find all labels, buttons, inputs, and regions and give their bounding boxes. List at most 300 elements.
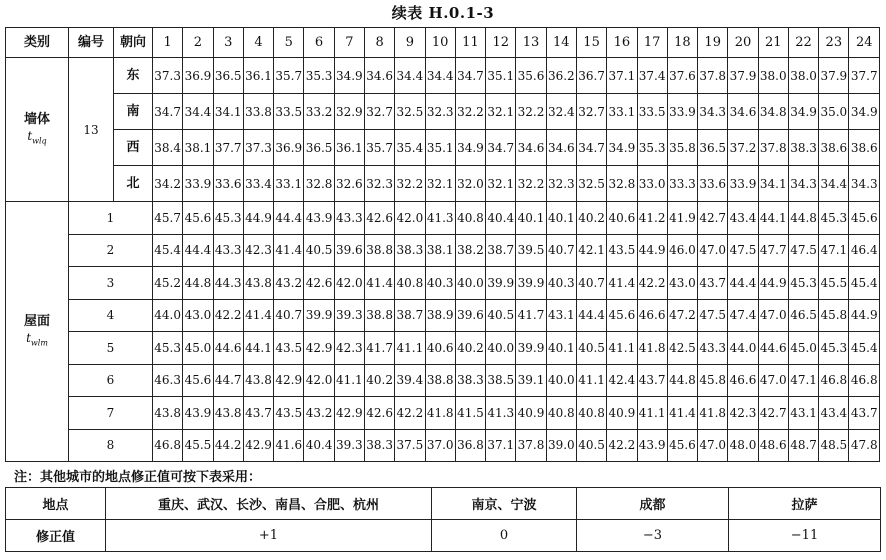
value-cell: 42.2	[213, 299, 243, 332]
value-cell: 38.3	[364, 429, 394, 462]
orientation-cell: 西	[114, 130, 153, 166]
value-cell: 47.1	[819, 234, 849, 267]
value-cell: 47.0	[758, 364, 788, 397]
hour-header: 13	[516, 28, 546, 58]
value-cell: 41.8	[425, 397, 455, 430]
value-cell: 33.2	[304, 94, 334, 130]
value-cell: 34.4	[395, 58, 425, 94]
value-cell: 38.5	[486, 364, 516, 397]
value-cell: 33.9	[667, 94, 697, 130]
value-cell: 35.6	[516, 58, 546, 94]
hour-header: 18	[667, 28, 697, 58]
hour-header: 24	[849, 28, 880, 58]
value-cell: 43.8	[153, 397, 183, 430]
value-cell: 32.3	[364, 166, 394, 202]
value-cell: 45.8	[819, 299, 849, 332]
correction-value-1: +1	[106, 520, 432, 552]
value-cell: 36.5	[304, 130, 334, 166]
value-cell: 33.9	[183, 166, 213, 202]
value-cell: 43.4	[728, 202, 758, 235]
value-cell: 37.7	[849, 58, 880, 94]
value-cell: 42.3	[334, 332, 364, 365]
value-cell: 41.8	[698, 397, 728, 430]
value-cell: 44.4	[576, 299, 606, 332]
hour-header: 10	[425, 28, 455, 58]
orientation-cell: 东	[114, 58, 153, 94]
value-cell: 37.7	[213, 130, 243, 166]
value-cell: 43.5	[607, 234, 637, 267]
value-cell: 45.8	[698, 364, 728, 397]
value-cell: 37.1	[607, 58, 637, 94]
value-cell: 45.6	[667, 429, 697, 462]
value-cell: 42.6	[304, 267, 334, 300]
value-cell: 42.4	[607, 364, 637, 397]
value-cell: 47.5	[788, 234, 818, 267]
value-cell: 39.9	[516, 267, 546, 300]
value-cell: 32.3	[425, 94, 455, 130]
value-cell: 45.4	[849, 267, 880, 300]
value-cell: 41.4	[243, 299, 273, 332]
note-text: 注：其他城市的地点修正值可按下表采用：	[14, 470, 262, 485]
value-cell: 38.8	[364, 234, 394, 267]
value-cell: 39.6	[455, 299, 485, 332]
value-cell: 43.5	[274, 397, 304, 430]
roof-number-cell: 6	[69, 364, 153, 397]
correction-value-3: −3	[577, 520, 729, 552]
value-cell: 32.7	[576, 94, 606, 130]
value-cell: 38.6	[849, 130, 880, 166]
value-cell: 43.7	[698, 267, 728, 300]
value-cell: 42.7	[698, 202, 728, 235]
value-cell: 44.2	[213, 429, 243, 462]
value-cell: 38.0	[758, 58, 788, 94]
value-cell: 40.0	[455, 267, 485, 300]
value-cell: 40.6	[607, 202, 637, 235]
value-cell: 35.4	[395, 130, 425, 166]
hour-header: 15	[576, 28, 606, 58]
value-cell: 32.2	[395, 166, 425, 202]
value-cell: 37.4	[637, 58, 667, 94]
value-cell: 42.9	[304, 332, 334, 365]
value-cell: 44.8	[788, 202, 818, 235]
value-cell: 33.6	[213, 166, 243, 202]
cities-group-1: 重庆、武汉、长沙、南昌、合肥、杭州	[106, 488, 432, 520]
value-cell: 46.6	[728, 364, 758, 397]
value-cell: 41.4	[607, 267, 637, 300]
value-cell: 43.7	[243, 397, 273, 430]
value-cell: 42.9	[243, 429, 273, 462]
value-cell: 35.3	[637, 130, 667, 166]
value-cell: 44.4	[274, 202, 304, 235]
roof-row	[6, 364, 880, 397]
value-cell: 44.3	[213, 267, 243, 300]
wall-category-label: 墙体	[23, 112, 50, 128]
value-cell: 43.7	[849, 397, 880, 430]
value-cell: 33.4	[243, 166, 273, 202]
hour-header: 6	[304, 28, 334, 58]
value-cell: 34.6	[728, 94, 758, 130]
value-cell: 40.1	[516, 202, 546, 235]
value-cell: 33.0	[637, 166, 667, 202]
roof-symbol-letter: t	[26, 331, 31, 346]
value-cell: 32.8	[607, 166, 637, 202]
value-cell: 34.6	[546, 130, 576, 166]
value-cell: 45.2	[153, 267, 183, 300]
value-cell: 39.5	[516, 234, 546, 267]
value-cell: 34.8	[758, 94, 788, 130]
value-cell: 45.5	[183, 429, 213, 462]
value-cell: 36.9	[274, 130, 304, 166]
roof-number-cell: 3	[69, 267, 153, 300]
wall-row	[6, 94, 880, 130]
value-cell: 32.3	[546, 166, 576, 202]
value-cell: 41.3	[425, 202, 455, 235]
value-cell: 45.4	[849, 332, 880, 365]
value-cell: 37.1	[486, 429, 516, 462]
value-cell: 44.9	[243, 202, 273, 235]
value-cell: 33.5	[274, 94, 304, 130]
value-cell: 46.8	[849, 364, 880, 397]
value-cell: 37.6	[667, 58, 697, 94]
header-category: 类别	[6, 28, 69, 58]
value-cell: 45.3	[819, 202, 849, 235]
value-cell: 40.4	[486, 202, 516, 235]
value-cell: 44.1	[758, 202, 788, 235]
value-cell: 35.3	[304, 58, 334, 94]
value-cell: 39.3	[334, 429, 364, 462]
value-cell: 46.5	[788, 299, 818, 332]
value-cell: 40.5	[486, 299, 516, 332]
hour-header: 3	[213, 28, 243, 58]
value-cell: 35.8	[667, 130, 697, 166]
roof-number-cell: 5	[69, 332, 153, 365]
value-cell: 35.0	[819, 94, 849, 130]
value-cell: 37.3	[153, 58, 183, 94]
value-cell: 38.3	[455, 364, 485, 397]
roof-number-cell: 4	[69, 299, 153, 332]
value-cell: 46.8	[819, 364, 849, 397]
value-cell: 40.6	[425, 332, 455, 365]
value-cell: 33.1	[607, 94, 637, 130]
roof-row	[6, 299, 880, 332]
wall-symbol-subscript: wlq	[32, 136, 47, 146]
value-cell: 42.3	[243, 234, 273, 267]
value-cell: 40.7	[546, 234, 576, 267]
value-cell: 39.3	[334, 299, 364, 332]
value-cell: 41.4	[274, 234, 304, 267]
value-cell: 32.5	[395, 94, 425, 130]
value-cell: 40.0	[486, 332, 516, 365]
correction-value-4: −11	[729, 520, 881, 552]
value-cell: 39.0	[546, 429, 576, 462]
value-cell: 43.3	[698, 332, 728, 365]
hour-header: 14	[546, 28, 576, 58]
value-cell: 44.9	[849, 299, 880, 332]
correction-value-2: 0	[432, 520, 577, 552]
hour-header: 4	[243, 28, 273, 58]
value-cell: 44.0	[153, 299, 183, 332]
value-cell: 37.3	[243, 130, 273, 166]
value-cell: 40.7	[274, 299, 304, 332]
header-row	[6, 28, 880, 58]
value-cell: 42.7	[758, 397, 788, 430]
roof-symbol-subscript: wlm	[30, 338, 48, 348]
value-cell: 33.9	[728, 166, 758, 202]
wall-symbol-letter: t	[27, 129, 33, 144]
value-cell: 34.3	[849, 166, 880, 202]
cities-group-3: 成都	[577, 488, 729, 520]
hour-header: 19	[698, 28, 728, 58]
value-cell: 43.9	[637, 429, 667, 462]
value-cell: 47.0	[758, 299, 788, 332]
value-cell: 47.0	[698, 429, 728, 462]
value-cell: 34.2	[153, 166, 183, 202]
wall-row	[6, 130, 880, 166]
value-cell: 37.2	[728, 130, 758, 166]
value-cell: 32.1	[486, 94, 516, 130]
value-cell: 40.8	[576, 397, 606, 430]
roof-row	[6, 332, 880, 365]
value-cell: 34.9	[849, 94, 880, 130]
cities-group-2: 南京、宁波	[432, 488, 577, 520]
value-cell: 39.9	[516, 332, 546, 365]
value-cell: 46.0	[667, 234, 697, 267]
value-cell: 45.0	[788, 332, 818, 365]
value-cell: 41.9	[667, 202, 697, 235]
wall-symbol	[6, 130, 68, 145]
value-cell: 41.7	[516, 299, 546, 332]
value-cell: 42.1	[576, 234, 606, 267]
value-cell: 40.5	[576, 332, 606, 365]
value-cell: 47.1	[788, 364, 818, 397]
value-cell: 46.8	[153, 429, 183, 462]
value-cell: 38.8	[364, 299, 394, 332]
value-cell: 43.9	[304, 202, 334, 235]
value-cell: 46.3	[153, 364, 183, 397]
value-cell: 32.4	[546, 94, 576, 130]
correction-value-row	[6, 520, 881, 552]
value-cell: 40.5	[304, 234, 334, 267]
value-label: 修正值	[6, 520, 106, 552]
value-cell: 33.5	[637, 94, 667, 130]
value-cell: 41.1	[637, 397, 667, 430]
value-cell: 34.4	[183, 94, 213, 130]
hour-header: 21	[758, 28, 788, 58]
value-cell: 47.8	[849, 429, 880, 462]
value-cell: 33.3	[667, 166, 697, 202]
value-cell: 43.0	[183, 299, 213, 332]
roof-row	[6, 234, 880, 267]
value-cell: 37.5	[395, 429, 425, 462]
header-number: 编号	[69, 28, 114, 58]
value-cell: 41.7	[364, 332, 394, 365]
value-cell: 40.2	[364, 364, 394, 397]
value-cell: 40.8	[395, 267, 425, 300]
value-cell: 47.5	[728, 234, 758, 267]
value-cell: 43.8	[243, 364, 273, 397]
orientation-cell: 北	[114, 166, 153, 202]
value-cell: 44.9	[758, 267, 788, 300]
value-cell: 34.4	[819, 166, 849, 202]
value-cell: 45.5	[819, 267, 849, 300]
hour-header: 2	[183, 28, 213, 58]
value-cell: 32.2	[516, 94, 546, 130]
value-cell: 47.4	[728, 299, 758, 332]
value-cell: 35.7	[364, 130, 394, 166]
value-cell: 47.7	[758, 234, 788, 267]
value-cell: 42.2	[637, 267, 667, 300]
value-cell: 41.8	[637, 332, 667, 365]
value-cell: 32.2	[455, 94, 485, 130]
value-cell: 45.4	[153, 234, 183, 267]
value-cell: 34.4	[425, 58, 455, 94]
value-cell: 35.7	[274, 58, 304, 94]
value-cell: 34.3	[698, 94, 728, 130]
value-cell: 40.3	[546, 267, 576, 300]
value-cell: 35.1	[425, 130, 455, 166]
value-cell: 44.7	[213, 364, 243, 397]
value-cell: 36.5	[213, 58, 243, 94]
wall-category-cell	[6, 58, 69, 202]
value-cell: 42.3	[728, 397, 758, 430]
value-cell: 42.6	[364, 202, 394, 235]
roof-number-cell: 8	[69, 429, 153, 462]
value-cell: 43.8	[213, 397, 243, 430]
value-cell: 38.7	[486, 234, 516, 267]
value-cell: 46.6	[637, 299, 667, 332]
value-cell: 44.8	[183, 267, 213, 300]
wall-row	[6, 58, 880, 94]
value-cell: 32.2	[516, 166, 546, 202]
wall-row	[6, 166, 880, 202]
value-cell: 43.1	[546, 299, 576, 332]
roof-number-cell: 2	[69, 234, 153, 267]
value-cell: 38.3	[395, 234, 425, 267]
value-cell: 45.7	[153, 202, 183, 235]
value-cell: 45.6	[849, 202, 880, 235]
value-cell: 47.5	[698, 299, 728, 332]
value-cell: 34.9	[455, 130, 485, 166]
hour-header: 1	[153, 28, 183, 58]
value-cell: 40.8	[455, 202, 485, 235]
value-cell: 43.9	[183, 397, 213, 430]
value-cell: 34.7	[153, 94, 183, 130]
roof-row	[6, 397, 880, 430]
value-cell: 32.6	[334, 166, 364, 202]
value-cell: 32.0	[455, 166, 485, 202]
value-cell: 42.6	[364, 397, 394, 430]
value-cell: 43.0	[667, 267, 697, 300]
hour-header: 11	[455, 28, 485, 58]
value-cell: 42.0	[395, 202, 425, 235]
value-cell: 34.9	[788, 94, 818, 130]
value-cell: 41.6	[274, 429, 304, 462]
value-cell: 37.0	[425, 429, 455, 462]
value-cell: 40.9	[607, 397, 637, 430]
roof-symbol	[6, 332, 68, 347]
value-cell: 41.4	[667, 397, 697, 430]
value-cell: 38.1	[183, 130, 213, 166]
value-cell: 39.9	[486, 267, 516, 300]
value-cell: 38.2	[455, 234, 485, 267]
value-cell: 32.5	[576, 166, 606, 202]
value-cell: 45.6	[607, 299, 637, 332]
value-cell: 34.7	[576, 130, 606, 166]
value-cell: 45.0	[183, 332, 213, 365]
value-cell: 36.8	[455, 429, 485, 462]
value-cell: 32.9	[334, 94, 364, 130]
hour-header: 9	[395, 28, 425, 58]
value-cell: 44.6	[213, 332, 243, 365]
value-cell: 44.6	[758, 332, 788, 365]
hour-header: 22	[788, 28, 818, 58]
value-cell: 39.4	[395, 364, 425, 397]
value-cell: 42.9	[334, 397, 364, 430]
value-cell: 33.6	[698, 166, 728, 202]
value-cell: 42.9	[274, 364, 304, 397]
value-cell: 41.1	[334, 364, 364, 397]
value-cell: 41.5	[455, 397, 485, 430]
value-cell: 40.0	[546, 364, 576, 397]
value-cell: 42.2	[395, 397, 425, 430]
value-cell: 48.5	[819, 429, 849, 462]
value-cell: 42.2	[607, 429, 637, 462]
value-cell: 37.8	[516, 429, 546, 462]
value-cell: 37.9	[819, 58, 849, 94]
value-cell: 43.7	[637, 364, 667, 397]
value-cell: 41.2	[637, 202, 667, 235]
hour-header: 12	[486, 28, 516, 58]
value-cell: 40.1	[546, 202, 576, 235]
value-cell: 37.8	[698, 58, 728, 94]
value-cell: 34.7	[455, 58, 485, 94]
orientation-cell: 南	[114, 94, 153, 130]
value-cell: 41.1	[607, 332, 637, 365]
value-cell: 44.4	[183, 234, 213, 267]
roof-row	[6, 202, 880, 235]
value-cell: 34.6	[364, 58, 394, 94]
roof-category-label: 屋面	[23, 314, 50, 330]
value-cell: 40.3	[425, 267, 455, 300]
value-cell: 42.0	[304, 364, 334, 397]
hour-header: 8	[364, 28, 394, 58]
cities-group-4: 拉萨	[729, 488, 881, 520]
value-cell: 41.4	[364, 267, 394, 300]
value-cell: 45.3	[213, 202, 243, 235]
hour-header: 20	[728, 28, 758, 58]
value-cell: 40.7	[576, 267, 606, 300]
value-cell: 34.9	[334, 58, 364, 94]
value-cell: 34.7	[486, 130, 516, 166]
value-cell: 40.9	[516, 397, 546, 430]
value-cell: 42.5	[667, 332, 697, 365]
value-cell: 36.9	[183, 58, 213, 94]
value-cell: 38.0	[788, 58, 818, 94]
value-cell: 39.6	[334, 234, 364, 267]
value-cell: 48.0	[728, 429, 758, 462]
value-cell: 38.4	[153, 130, 183, 166]
value-cell: 34.6	[516, 130, 546, 166]
value-cell: 34.9	[607, 130, 637, 166]
value-cell: 45.6	[183, 364, 213, 397]
value-cell: 43.3	[334, 202, 364, 235]
value-cell: 38.8	[425, 364, 455, 397]
value-cell: 40.2	[576, 202, 606, 235]
roof-number-cell: 1	[69, 202, 153, 235]
value-cell: 33.1	[274, 166, 304, 202]
value-cell: 40.8	[546, 397, 576, 430]
value-cell: 32.8	[304, 166, 334, 202]
